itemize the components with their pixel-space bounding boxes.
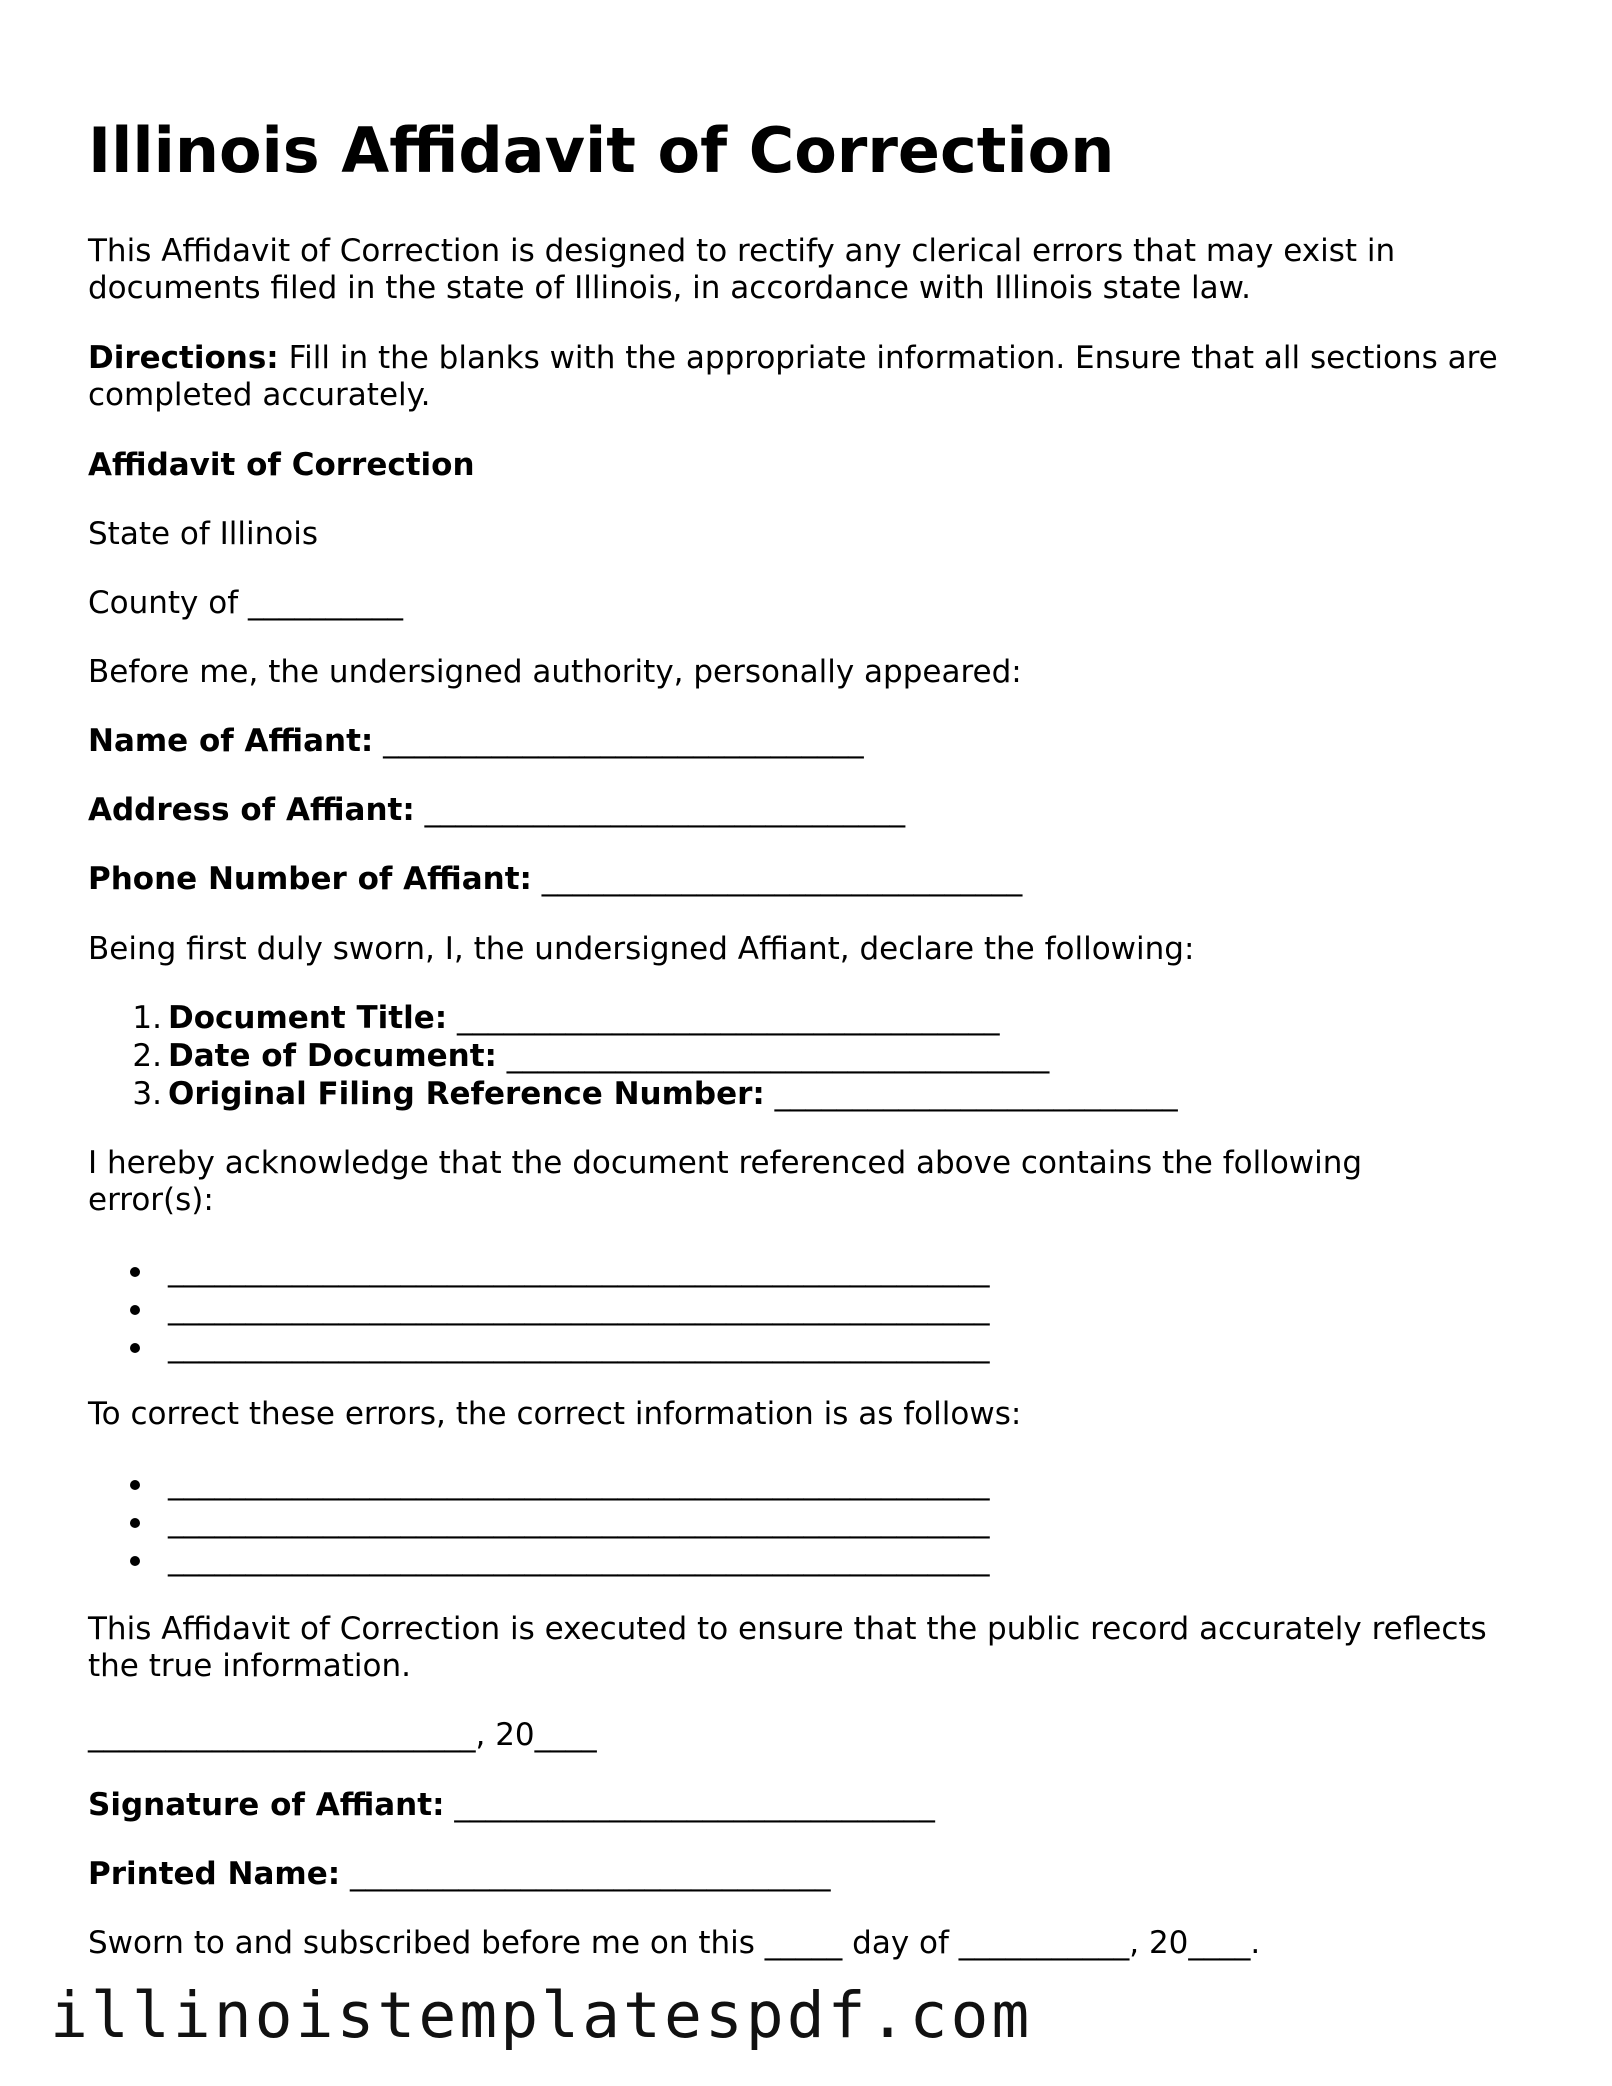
filing-reference-blank: __________________________ <box>764 1076 1178 1112</box>
bullet-icon <box>130 1518 140 1528</box>
executed-line-1: This Affidavit of Correction is executed to ensure that the public record accurately reflects <box>88 1611 1487 1647</box>
correction-blank: _____________________________________________________ <box>168 1465 990 1501</box>
bullet-icon <box>130 1305 140 1315</box>
correction-blank: _____________________________________________________ <box>168 1541 990 1577</box>
list-item <box>88 1289 990 1327</box>
error-list <box>88 1251 990 1365</box>
error-blank: _____________________________________________________ <box>168 1252 990 1288</box>
list-item <box>88 1464 990 1502</box>
bullet-icon <box>130 1556 140 1566</box>
correction-blank: _____________________________________________________ <box>168 1503 990 1539</box>
correction-list <box>88 1464 990 1578</box>
intro-paragraph-line-2: documents filed in the state of Illinois, in accordance with Illinois state law. <box>88 270 1252 306</box>
bullet-icon <box>130 1480 140 1490</box>
page-title: Illinois Affidavit of Correction <box>88 114 1115 187</box>
affiant-address-label: Address of Affiant: <box>88 792 415 828</box>
directions-paragraph-line-2: completed accurately. <box>88 377 431 413</box>
printed-name-field <box>88 1855 830 1893</box>
date-line: _________________________, 20____ <box>88 1717 597 1753</box>
affiant-name-blank: _______________________________ <box>373 723 864 759</box>
watermark-text: illinoistemplatespdf.com <box>50 1979 1033 2052</box>
acknowledge-line-2: error(s): <box>88 1182 214 1218</box>
list-item <box>88 1327 990 1365</box>
list-item <box>88 1075 1178 1113</box>
list-item <box>88 1037 1178 1075</box>
error-blank: _____________________________________________________ <box>168 1328 990 1364</box>
state-line: State of Illinois <box>88 516 319 552</box>
appearance-line: Before me, the undersigned authority, personally appeared: <box>88 654 1022 690</box>
list-item-number: 2. <box>132 1038 162 1074</box>
document-details-list <box>88 999 1178 1113</box>
document-title-blank: ___________________________________ <box>447 1000 1000 1036</box>
list-item-number: 1. <box>132 1000 162 1036</box>
section-heading: Affidavit of Correction <box>88 447 475 483</box>
affiant-name-field <box>88 722 864 760</box>
filing-reference-label: Original Filing Reference Number: <box>168 1076 765 1112</box>
sworn-line: Being first duly sworn, I, the undersigned Affiant, declare the following: <box>88 931 1195 967</box>
directions-text: Fill in the blanks with the appropriate information. Ensure that all sections are <box>278 340 1498 376</box>
printed-name-label: Printed Name: <box>88 1856 341 1892</box>
directions-label: Directions: <box>88 340 279 376</box>
county-line: County of __________ <box>88 585 403 621</box>
directions-paragraph-line-1 <box>88 339 1498 377</box>
signature-blank: _______________________________ <box>444 1787 935 1823</box>
list-item <box>88 1540 990 1578</box>
correction-intro: To correct these errors, the correct information is as follows: <box>88 1396 1022 1432</box>
affiant-phone-field <box>88 860 1022 898</box>
affiant-phone-blank: _______________________________ <box>531 861 1023 897</box>
signature-label: Signature of Affiant: <box>88 1787 445 1823</box>
executed-line-2: the true information. <box>88 1648 411 1684</box>
affiant-address-field <box>88 791 905 829</box>
acknowledge-line-1: I hereby acknowledge that the document referenced above contains the following <box>88 1145 1363 1181</box>
list-item <box>88 1251 990 1289</box>
bullet-icon <box>130 1267 140 1277</box>
affiant-name-label: Name of Affiant: <box>88 723 374 759</box>
notary-line: Sworn to and subscribed before me on this _____ day of ___________, 20____. <box>88 1925 1261 1961</box>
document-title-label: Document Title: <box>168 1000 448 1036</box>
signature-field <box>88 1786 935 1824</box>
list-item <box>88 999 1178 1037</box>
intro-paragraph-line-1: This Affidavit of Correction is designed to rectify any clerical errors that may exist in <box>88 233 1396 269</box>
document-date-label: Date of Document: <box>168 1038 497 1074</box>
list-item <box>88 1502 990 1540</box>
list-item-number: 3. <box>132 1076 162 1112</box>
printed-name-blank: _______________________________ <box>340 1856 831 1892</box>
affiant-phone-label: Phone Number of Affiant: <box>88 861 532 897</box>
error-blank: _____________________________________________________ <box>168 1290 990 1326</box>
bullet-icon <box>130 1343 140 1353</box>
document-date-blank: ___________________________________ <box>496 1038 1050 1074</box>
affiant-address-blank: _______________________________ <box>414 792 906 828</box>
